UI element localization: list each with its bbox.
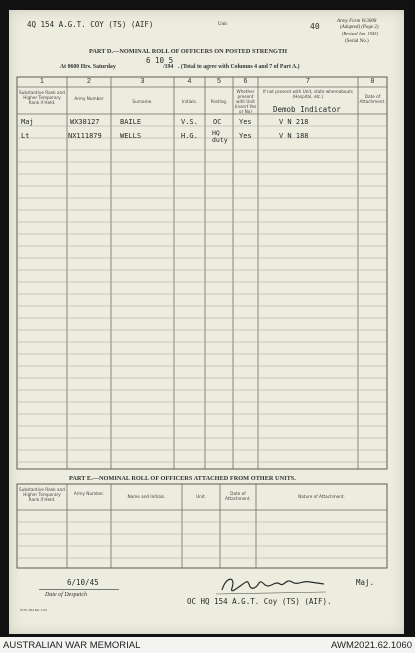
archive-footer — [0, 637, 415, 653]
col-header-posting: Posting. — [210, 99, 228, 104]
col-number-5: 5 — [217, 78, 221, 85]
document-page — [9, 10, 404, 634]
row1-army-number: WX38127 — [70, 118, 100, 126]
e-col-header-army-number: Army Number. — [73, 491, 105, 496]
col-header-surname: Surname. — [132, 99, 153, 104]
print-code: W.W. 304 Mt. 1/43 — [20, 608, 47, 612]
col-header-date-attachment: Date of Attachment. — [359, 94, 386, 104]
officer-signature — [214, 570, 344, 600]
row1-whereabouts: V N 218 — [279, 118, 309, 126]
despatch-line — [39, 589, 119, 590]
signature-rank: Maj. — [356, 578, 375, 587]
row2-rank: Lt — [21, 132, 30, 140]
col-header-rank: Substantive Rank and Higher Temporary Rank if Held. — [19, 90, 65, 105]
form-adapted: (Adapted) (Page 2) — [340, 25, 379, 30]
col-header-present: Whether present with Unit (insert Yes or No) — [234, 89, 257, 114]
col-number-7: 7 — [306, 78, 310, 85]
demob-indicator-note: Demob Indicator — [273, 105, 341, 114]
form-revised: (Revised Jan. 1943) — [342, 31, 378, 36]
e-col-header-rank: Substantive Rank and Higher Temporary Rank if Held. — [19, 487, 65, 502]
row2-army-number: NX111879 — [68, 132, 102, 140]
total-instruction: . (Total to agree with Columns 4 and 7 of Part A.) — [178, 64, 300, 70]
col-number-1: 1 — [40, 78, 44, 85]
row1-present: Yes — [239, 118, 252, 126]
signature-unit: OC HQ 154 A.G.T. Coy (TS) (AIF). — [187, 597, 332, 606]
col-number-8: 8 — [370, 78, 375, 85]
col-number-2: 2 — [87, 78, 91, 85]
row1-initials: V.S. — [181, 118, 198, 126]
part-d-title: PART D.—NOMINAL ROLL OF OFFICERS ON POSTED STRENGTH — [89, 48, 288, 55]
col-header-initials: Initials. — [181, 99, 198, 104]
e-col-header-date: Date of Attachment. — [225, 491, 251, 501]
e-col-header-unit: Unit. — [196, 494, 206, 499]
row1-surname: BAILE — [120, 118, 142, 126]
unit-name: 4Q 154 A.G.T. COY (TS) (AIF) — [27, 20, 154, 29]
despatch-date: 6/10/45 — [67, 578, 99, 587]
date-typed: 6 10 5 — [146, 56, 174, 65]
row2-initials: H.G. — [181, 132, 198, 140]
e-col-header-nature: Nature of Attachment. — [298, 494, 345, 499]
part-e-title: PART E.—NOMINAL ROLL OF OFFICERS ATTACHED FROM OTHER UNITS. — [69, 475, 296, 482]
col-number-4: 4 — [187, 78, 192, 85]
row2-whereabouts: V N 188 — [279, 132, 309, 140]
archive-accession: AWM2021.62.1060 — [331, 640, 412, 651]
e-col-header-name: Name and Initials. — [127, 494, 166, 499]
row1-posting: OC — [213, 118, 222, 126]
year-label: /194 — [163, 64, 174, 70]
form-number: Army Form W.3008 — [337, 19, 377, 24]
part-e-grid — [9, 10, 404, 634]
unit-suffix: Unit — [218, 22, 227, 27]
row2-present: Yes — [239, 132, 252, 140]
archive-name: AUSTRALIAN WAR MEMORIAL — [3, 640, 141, 651]
despatch-label: Date of Despatch — [45, 592, 87, 598]
row1-rank: Maj — [21, 118, 34, 126]
col-header-army-number: Army Number — [74, 96, 104, 101]
serial-label: (Serial No.) — [345, 39, 369, 44]
page-number: 40 — [310, 22, 320, 31]
col-number-6: 6 — [243, 78, 248, 85]
row2-surname: WELLS — [120, 132, 142, 140]
at-hours-label: At 0600 Hrs. Saturday — [60, 64, 116, 70]
col-header-whereabouts: If not present with Unit, state whereabouts (Hospital, etc.) — [263, 89, 353, 99]
row2-posting: HQ duty — [212, 129, 228, 144]
col-number-3: 3 — [140, 78, 145, 85]
